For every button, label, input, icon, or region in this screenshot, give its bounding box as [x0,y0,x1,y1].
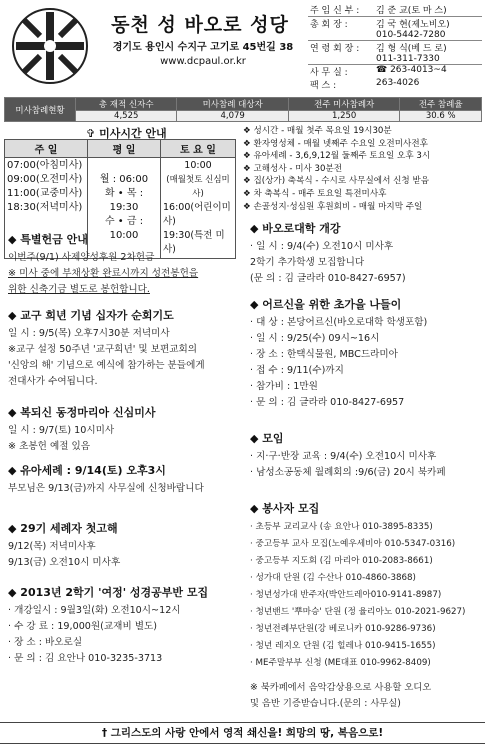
info-key: 주 임 신 부 : [308,3,374,17]
info-key: 총 회 장 : [310,20,348,30]
bible-study-section: ◆ 2013년 2학기 '여정' 성경공부반 모집 · 개강일시 : 9월3일(화) 오전10시~12시 · 수 강 료 : 19,000원(교재비 별도) · 장 소 : 바오로실 · 문 의 : 김 요안나 010-3235-3713 [8,584,240,667]
list-item: ❖ 환자영성체 - 매월 넷째주 수요일 오전미사전후 [243,138,428,149]
contact-info-table [308,3,482,91]
paul-university-section: ◆ 바오로대학 개강 · 일 시 : 9/4(수) 오전10시 미사후 2학기 추가학생 모집합니다 (문 의 : 김 글라라 010-8427-6957) [250,220,482,287]
section-title: ◆ 교구 희년 기념 십자가 순회기도 [8,309,174,322]
parish-title: 동천 성 바오로 성당 [111,14,289,36]
list-item: ❖ 손골성지·성심원 후원회비 - 매월 마지막 주일 [243,201,423,212]
section-title: ◆ 복되신 동정마리아 신심미사 [8,406,156,419]
list-item: ❖ 성시간 - 매월 첫주 목요일 19시30분 [243,126,392,136]
info-value: 김 준 교(토 마 스) [374,3,482,17]
first-confession-section: ◆ 29기 세례자 첫고해 9/12(목) 저녁미사후 9/13(금) 오전10시 미사후 [8,520,240,571]
list-item: ❖ 집(상가) 축복식 - 수시로 사무실에서 신청 받음 [243,176,430,187]
infant-baptism-section: ◆ 유아세례 : 9/14(토) 오후3시 부모님은 9/13(금)까지 사무실에 신청바랍니다 [8,462,240,497]
cross-prayer-section: ◆ 교구 희년 기념 십자가 순회기도 일 시 : 9/5(목) 오후7시30분 저녁미사 ※교구 설정 50주년 '교구희년' 및 보편교회의 '신앙의 해' 기념으로 예식에 참가하는 분들에게 전대사가 수여됩니다. [8,307,240,390]
info-value: 김 형 식(베 드 로) [376,44,447,54]
info-key: 연 령 회 장 : [310,44,360,54]
info-value: 김 국 현(제노비오) [376,20,450,30]
section-title: ◆ 특별헌금 안내 [8,233,88,246]
marian-mass-section: ◆ 복되신 동정마리아 신심미사 일 시 : 9/7(토) 10시미사 ※ 초봉헌 예절 있음 [8,404,240,455]
attendance-stats-table [4,97,482,122]
mass-header: 토 요 일 [161,140,236,158]
list-item: ❖ 고해성사 - 미사 30분전 [243,163,343,174]
section-title: ◆ 29기 세례자 첫고해 [8,522,118,535]
sunday-mass-times: 07:00(아침미사) 09:00(오전미사) 11:00(교중미사) 18:30(저녁미사) [5,158,88,259]
info-key: 사 무 실 : [310,68,348,78]
parish-logo-icon [10,6,90,86]
list-item: ❖ 차 축복식 - 매주 토요일 특전미사후 [243,188,387,199]
section-title: ◆ 어르신을 위한 초가을 나들이 [250,298,402,311]
stats-header: 전주 참례율 [400,98,482,111]
stats-value: 4,079 [177,111,288,122]
meetings-section: ◆ 모임 · 지·구·반장 교육 : 9/4(수) 오전10시 미사후 · 남성소공동체 월례회의 :9/6(금) 20시 북카페 [250,430,482,481]
volunteer-recruitment-section: ◆ 봉사자 모집 · 초등부 교리교사 (송 요안나 010-3895-8335) · 중고등부 교사 모집(노예우세비아 010-5347-0316) · 중고등부 지도회 (김 마리아 010-2083-8661) · 성가대 단원 (김 수산나 010-4860-3868) · 청년성가대 반주자(박안드레아010-9141-8987) · 청년밴드 '뿌마승' 단원 (정 율리아노 010-2021-9627) · 청년전례부단원(강 베로니카 010-9286-9736) · 청년 레지오 단원 (김 힐레나 010-9415-1655) · ME주말부부 신청 (ME대표 010-9962-8409) [250,500,482,672]
stats-header: 총 재적 신자수 [76,98,177,111]
stats-value: 30.6 % [400,111,482,122]
section-title: ◆ 2013년 2학기 '여정' 성경공부반 모집 [8,586,209,599]
section-title: ◆ 봉사자 모집 [250,502,320,515]
section-title: ◆ 바오로대학 개강 [250,222,341,235]
info-value: ☎ 263-4013~4 [376,65,447,75]
cross-icon: ✞ [86,127,96,140]
audio-donation-note: ※ 북카페에서 음악감상용으로 사용할 오디오 및 음반 기증받습니다.(문의 : 사무실) [250,682,432,709]
parish-notices-list [243,125,483,213]
mass-header: 주 일 [5,140,88,158]
parish-address: 경기도 용인시 수지구 고기로 45번길 38 [112,42,294,53]
stats-header: 전주 미사참례자 [288,98,399,111]
stats-header: 미사참례 대상자 [177,98,288,111]
seniors-outing-section: ◆ 어르신을 위한 초가을 나들이 · 대 상 : 본당어르신(바오로대학 학생포함) · 일 시 : 9/25(수) 09시~16시 · 장 소 : 한택식물원, MBC드라미아 · 접 수 : 9/11(수)까지 · 참가비 : 1만원 · 문 의 : 김 글라라 010-8427-6957 [250,296,482,411]
info-phone: 010-5442-7280 [374,30,482,41]
bulletin-header [0,0,485,96]
stats-label: 미사참례현황 [5,98,76,122]
stats-value: 4,525 [76,111,177,122]
info-key: 팩 스 : [310,81,337,91]
special-offering-section: ◆ 특별헌금 안내 이번주(9/1) 사제양성후원 2차헌금 ※ 미사 중에 부채상환 완료시까지 성전봉헌을 위한 신축기금 별도로 봉헌합니다. [8,231,240,298]
saturday-mass-times: 10:00 (매월첫토 신심미사) 16:00(어린이미사) 19:30(특전 미사) [161,158,236,259]
footer-slogan: † 그리스도의 사랑 안에서 영적 쇄신을! 희망의 땅, 복음으로! [0,722,485,744]
section-title: ◆ 유아세례 : 9/14(토) 오후3시 [8,464,166,477]
info-value: 263-4026 [376,78,420,88]
list-item: ❖ 유아세례 - 3,6,9,12월 둘째주 토요일 오후 3시 [243,151,431,162]
mass-time-title: ✞ 미사시간 안내 [86,127,167,140]
section-title: ◆ 모임 [250,432,284,445]
mass-header: 평 일 [88,140,161,158]
stats-value: 1,250 [288,111,399,122]
weekday-mass-times: 월 : 06:00 화 • 목 : 19:30 수 • 금 : 10:00 [88,158,161,259]
parish-website[interactable]: www.dcpaul.or.kr [160,56,246,67]
info-phone: 011-311-7330 [374,54,482,65]
